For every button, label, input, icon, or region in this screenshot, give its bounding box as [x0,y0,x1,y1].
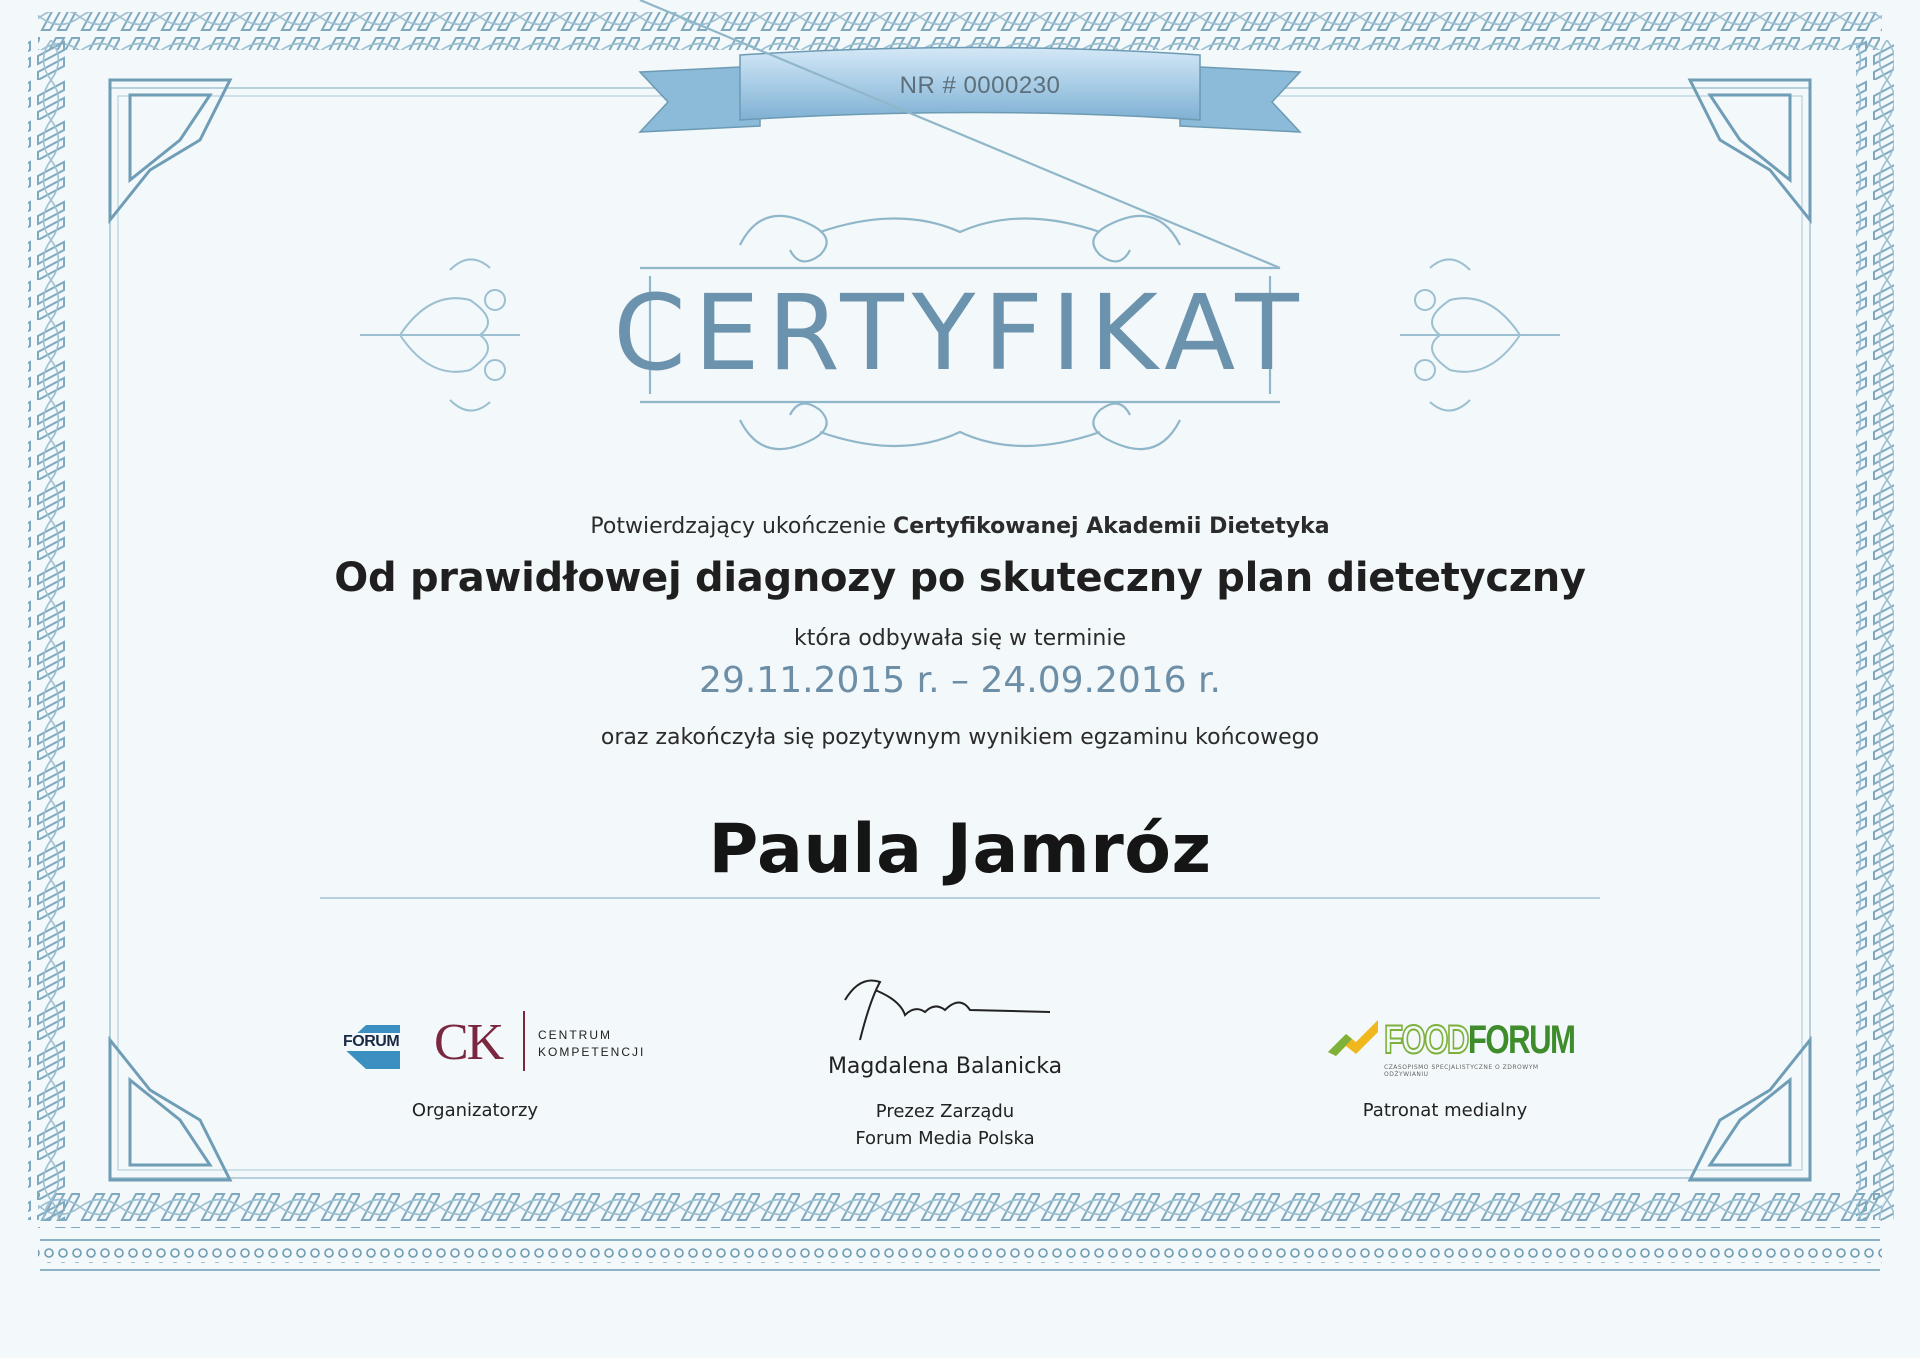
ck-line2: KOMPETENCJI [538,1045,646,1059]
signature [845,980,1050,1040]
foodforum-emblem-icon [1322,1012,1382,1068]
media-patron-caption: Patronat medialny [1362,1100,1528,1121]
organizer-logos [338,1003,678,1083]
forum-logo-text: FORUM [343,1033,400,1050]
signatory-name: Magdalena Balanicka [827,1054,1063,1079]
ck-subtitle [538,1027,645,1061]
ck-logo: CK [434,1014,503,1071]
course-title: Od prawidłowej diagnozy po skuteczny plan dietetyczny [334,555,1586,601]
signatory-role [780,1098,1110,1152]
foodforum-food: FOOD [1384,1018,1468,1062]
foodforum-wordmark [1384,1018,1574,1063]
confirmation-prefix: Potwierdzający ukończenie [590,514,894,539]
result-line: oraz zakończyła się pozytywnym wynikiem egzaminu końcowego [600,725,1320,750]
confirmation-line [0,514,1920,539]
organizers-caption: Organizatorzy [411,1100,539,1121]
course-dates: 29.11.2015 r. – 24.09.2016 r. [699,660,1221,701]
certificate-title: CERTYFIKAT [613,272,1307,394]
academy-name: Certyfikowanej Akademii Dietetyka [893,514,1330,539]
ck-line1: CENTRUM [538,1028,612,1042]
foodforum-subtitle: CZASOPISMO SPECJALISTYCZNE O ZDROWYM ODŻYWIANIU [1384,1064,1539,1078]
certificate-number: NR # 0000230 [899,72,1061,99]
recipient-name: Paula Jamróz [708,810,1212,889]
signatory-role-line1: Prezez Zarządu [875,1101,1015,1122]
ck-divider [523,1011,525,1071]
foodforum-forum: FORUM [1467,1018,1575,1062]
term-line: która odbywała się w terminie [794,626,1126,651]
signatory-role-line2: Forum Media Polska [855,1128,1035,1149]
foodforum-logo [1322,1012,1575,1078]
